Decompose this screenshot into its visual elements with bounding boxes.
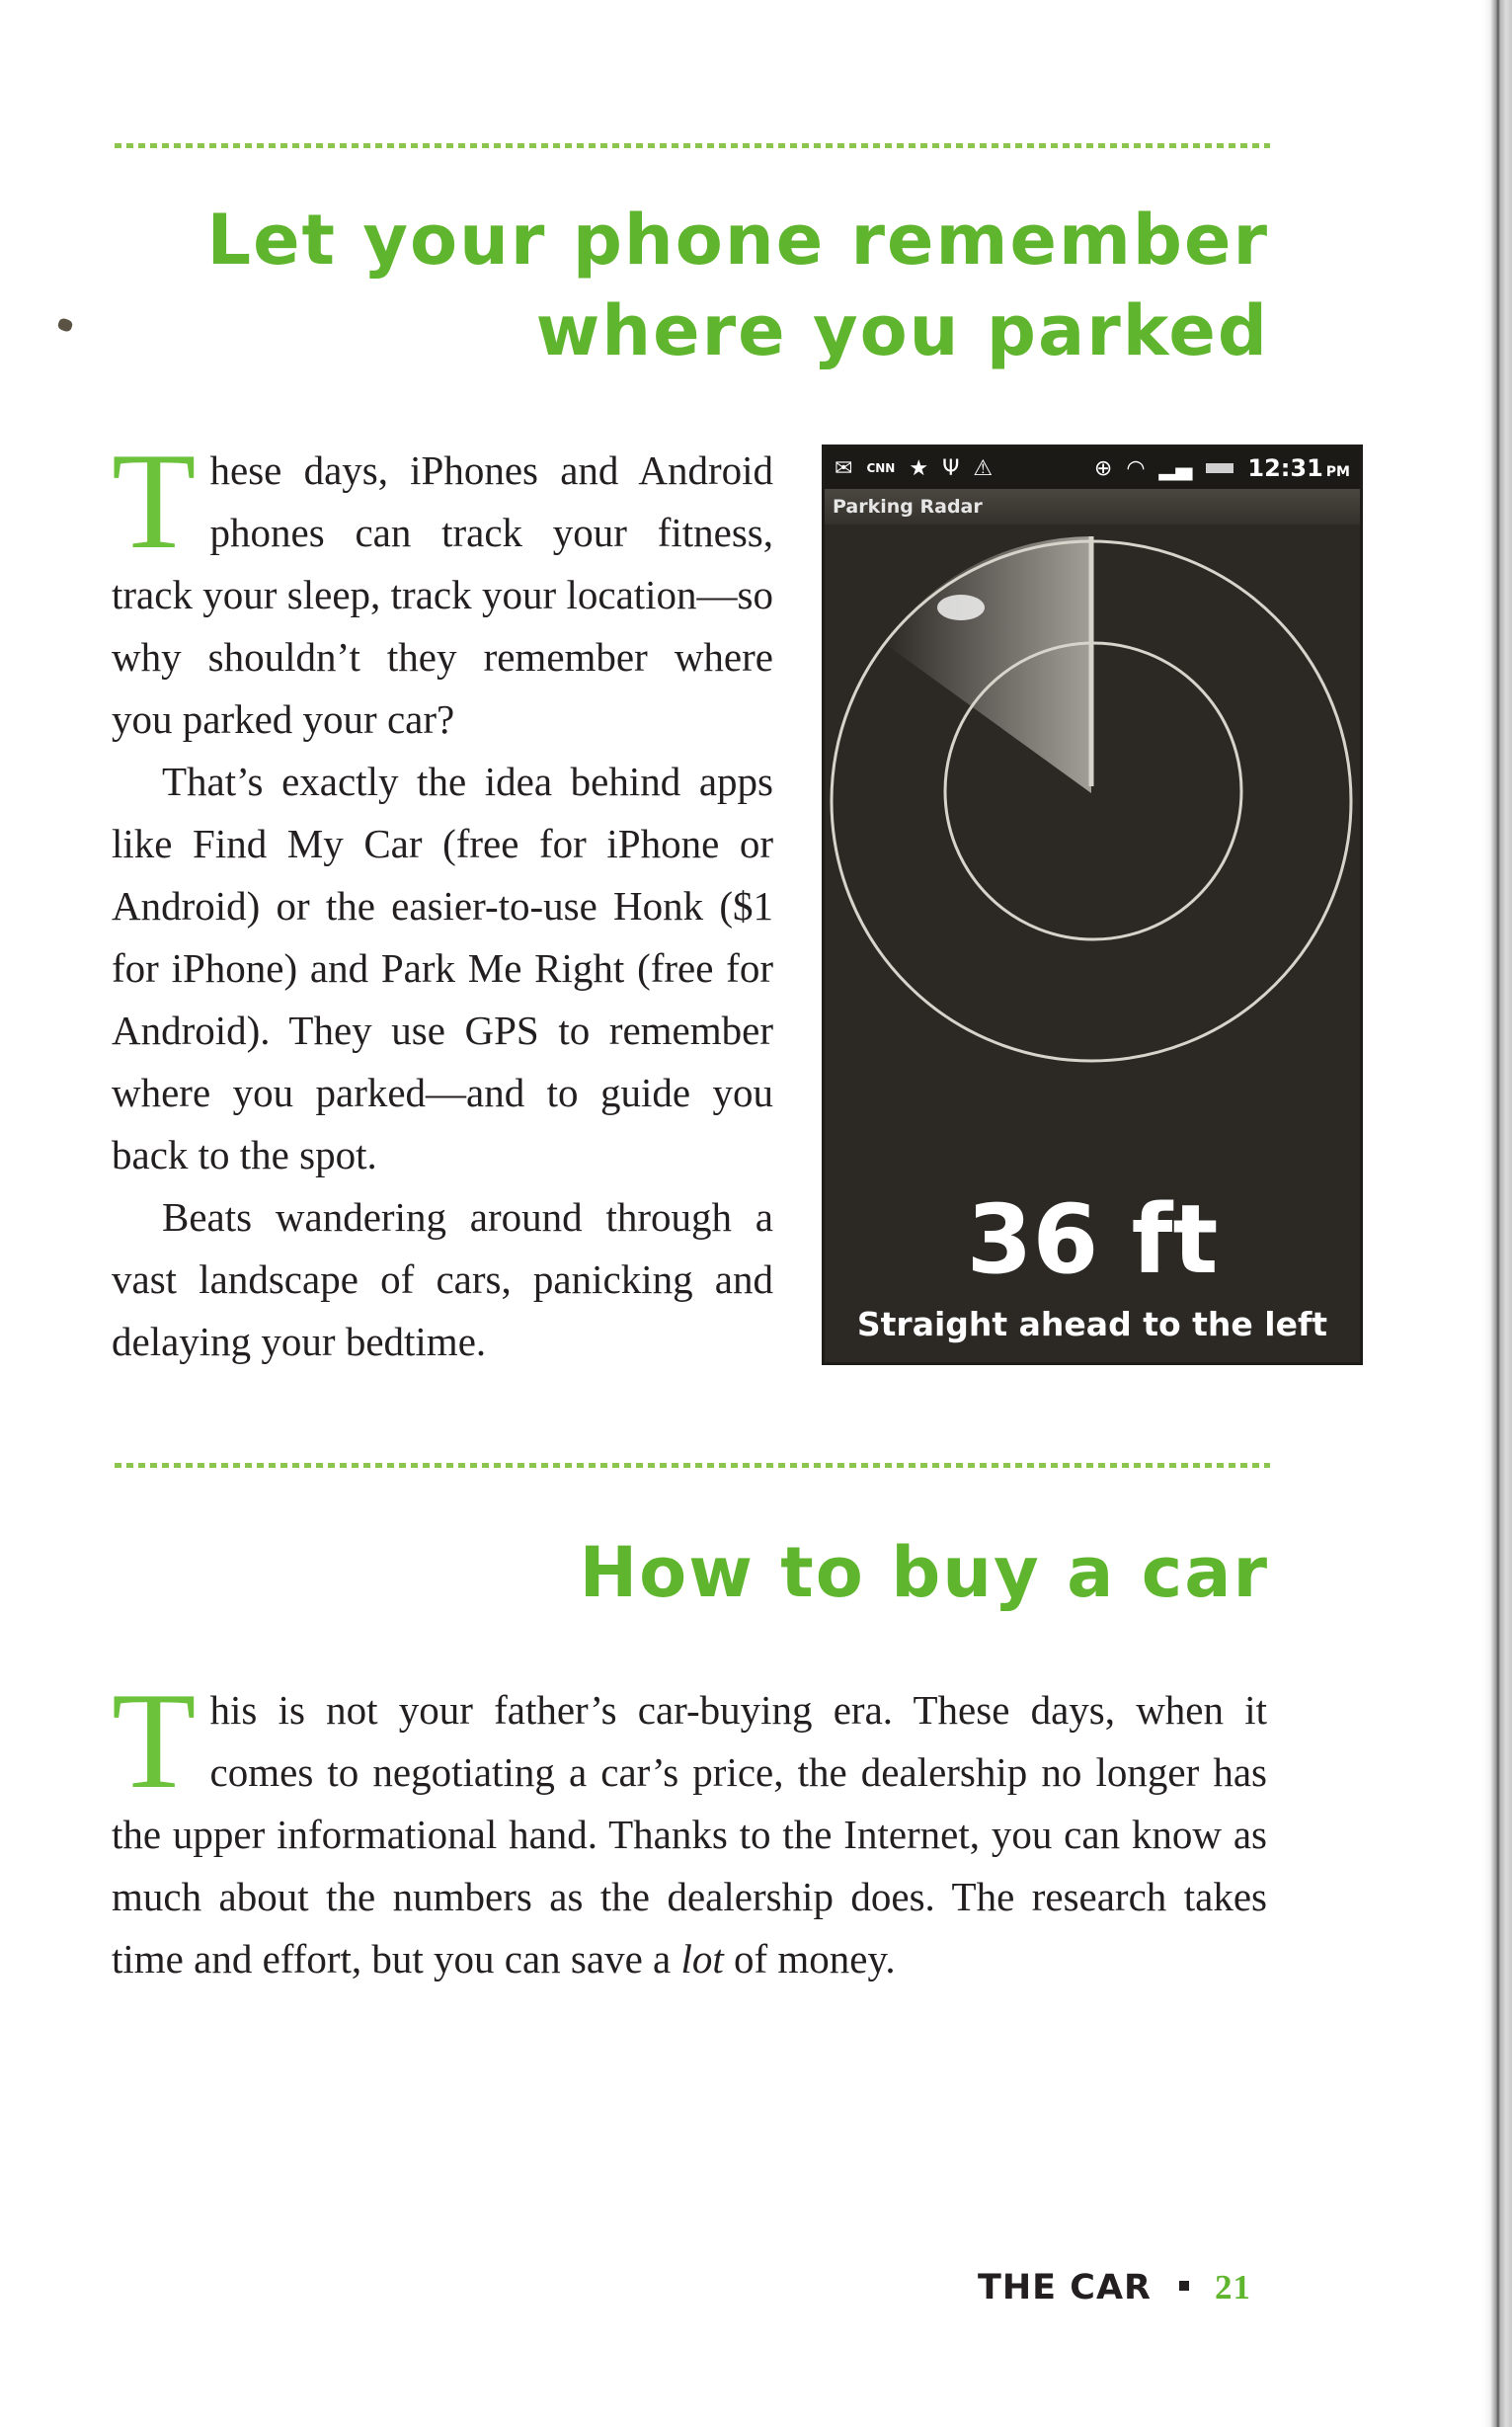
headline-buy-car: How to buy a car — [579, 1532, 1269, 1613]
headline-line-2: where you parked — [535, 290, 1269, 371]
usb-icon: Ψ — [942, 455, 960, 481]
radar-sweep — [884, 536, 1091, 793]
bullet-separator-icon — [1179, 2281, 1189, 2291]
warning-icon: ⚠ — [973, 455, 994, 481]
paragraph-part-2: of money. — [723, 1936, 896, 1982]
page-binding-edge — [1482, 0, 1512, 2427]
cnn-icon: CNN — [866, 461, 896, 475]
paragraph-part-1: his is not your father’s car-buying era. These days, when it comes to negotiating a car’s price, the dealership no longer has the upper informational hand. Thanks to the Internet, you can know as much about the numbers as the dealership does. The research takes time and effort, but you can save a — [112, 1687, 1267, 1982]
mail-icon: ✉ — [835, 455, 853, 481]
distance-readout: 36 ft — [966, 1184, 1219, 1295]
paragraph-1-text: hese days, iPhones and Android phones can track your fitness, track your sleep, track your location—so why shouldn’t they remember where you parked your car? — [112, 447, 773, 742]
drop-cap: T — [112, 1664, 197, 1818]
page-number: 21 — [1214, 2268, 1251, 2306]
emphasis-lot: lot — [680, 1936, 724, 1982]
paragraph-buy-car — [112, 1664, 1267, 1990]
paragraph-1 — [112, 425, 773, 751]
article-parked-body — [112, 425, 773, 1373]
parking-radar-screenshot — [822, 445, 1363, 1365]
drop-cap: T — [112, 425, 197, 578]
radar-display — [825, 525, 1363, 1117]
clock: 12:31 PM — [1247, 454, 1350, 482]
star-icon: ★ — [909, 455, 929, 481]
car-blip-icon — [937, 595, 985, 620]
section-divider-middle — [115, 1463, 1270, 1468]
paragraph-2: That’s exactly the idea behind apps like Find My Car (free for iPhone or Android) or the easier-to-use Honk ($1 for iPhone) and Park Me Right (free for Android). They use GPS to remember where you parked—and to guide you back to the spot. — [112, 759, 773, 1177]
headline-line-1: Let your phone remember — [206, 200, 1269, 281]
signal-icon: ▂▄ — [1158, 455, 1193, 481]
paragraph-3: Beats wandering around through a vast landscape of cars, panicking and delaying your bedtime. — [112, 1194, 773, 1364]
gps-icon: ⊕ — [1093, 455, 1113, 481]
direction-readout: Straight ahead to the left — [856, 1305, 1328, 1343]
section-divider-top — [115, 143, 1270, 148]
scan-speck — [56, 317, 73, 333]
article-buy-car-body — [112, 1664, 1267, 1990]
app-title: Parking Radar — [825, 489, 1360, 525]
headline-parked — [206, 195, 1269, 376]
wifi-icon: ◠ — [1126, 455, 1146, 481]
chapter-name: THE CAR — [978, 2268, 1152, 2307]
status-bar — [825, 447, 1360, 489]
running-footer — [978, 2268, 1251, 2307]
battery-icon — [1206, 463, 1233, 473]
